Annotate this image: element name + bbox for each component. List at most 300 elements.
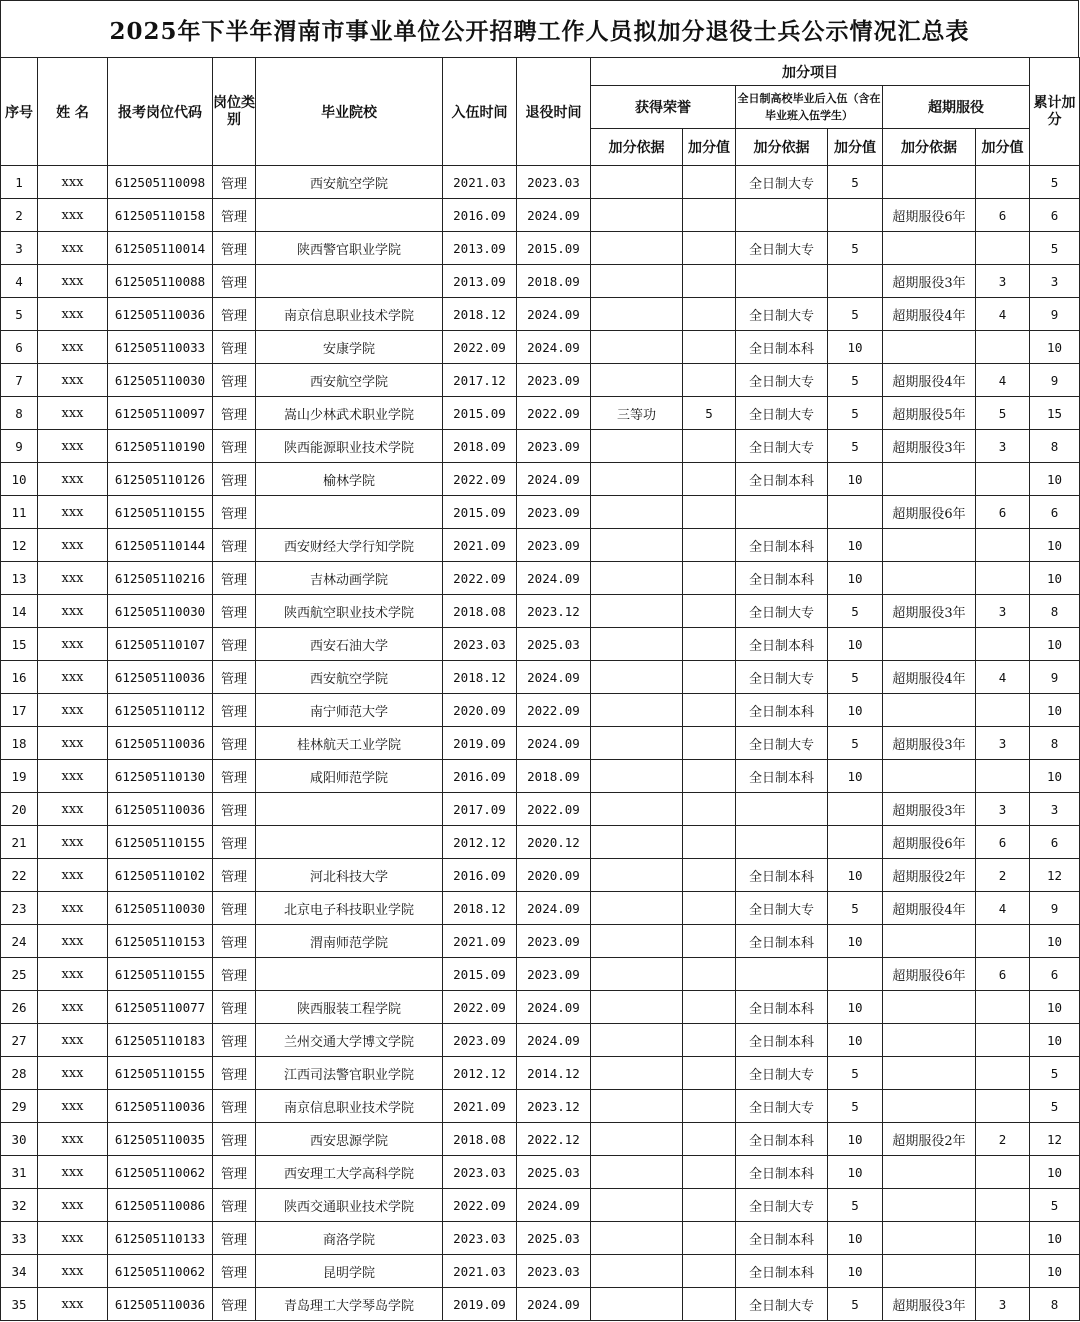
cell-total: 15 — [1030, 397, 1080, 430]
cell-name: xxx — [38, 1090, 108, 1123]
cell-fulltime-basis: 全日制本科 — [736, 925, 828, 958]
cell-overtime-value: 3 — [976, 727, 1030, 760]
cell-overtime-basis — [883, 232, 976, 265]
cell-school: 西安航空学院 — [256, 661, 443, 694]
cell-discharge: 2023.03 — [517, 1255, 591, 1288]
cell-school: 榆林学院 — [256, 463, 443, 496]
cell-honor-value — [683, 232, 736, 265]
cell-category: 管理 — [213, 595, 256, 628]
cell-code: 612505110036 — [108, 298, 213, 331]
cell-name: xxx — [38, 529, 108, 562]
cell-honor-basis — [591, 1090, 683, 1123]
cell-honor-value — [683, 1288, 736, 1321]
cell-code: 612505110030 — [108, 892, 213, 925]
cell-enlist: 2019.09 — [443, 1288, 517, 1321]
cell-fulltime-basis: 全日制本科 — [736, 1222, 828, 1255]
cell-overtime-basis — [883, 1156, 976, 1189]
cell-enlist: 2018.12 — [443, 298, 517, 331]
cell-enlist: 2018.09 — [443, 430, 517, 463]
cell-overtime-value — [976, 463, 1030, 496]
table-row — [1, 463, 1080, 496]
cell-discharge: 2022.09 — [517, 397, 591, 430]
cell-honor-value — [683, 793, 736, 826]
cell-discharge: 2022.09 — [517, 793, 591, 826]
table-row — [1, 496, 1080, 529]
cell-fulltime-value — [828, 826, 883, 859]
cell-category: 管理 — [213, 166, 256, 199]
cell-honor-value — [683, 661, 736, 694]
cell-seq: 30 — [1, 1123, 38, 1156]
cell-category: 管理 — [213, 1255, 256, 1288]
cell-total: 10 — [1030, 331, 1080, 364]
cell-overtime-value: 3 — [976, 793, 1030, 826]
table-row — [1, 265, 1080, 298]
cell-overtime-basis: 超期服役2年 — [883, 1123, 976, 1156]
cell-seq: 15 — [1, 628, 38, 661]
header-school: 毕业院校 — [256, 58, 443, 166]
cell-category: 管理 — [213, 958, 256, 991]
table-row — [1, 562, 1080, 595]
cell-school: 西安理工大学高科学院 — [256, 1156, 443, 1189]
cell-seq: 26 — [1, 991, 38, 1024]
cell-total: 6 — [1030, 826, 1080, 859]
cell-fulltime-value — [828, 793, 883, 826]
cell-name: xxx — [38, 397, 108, 430]
cell-total: 10 — [1030, 463, 1080, 496]
cell-category: 管理 — [213, 199, 256, 232]
cell-name: xxx — [38, 1222, 108, 1255]
cell-fulltime-basis — [736, 826, 828, 859]
cell-total: 10 — [1030, 1255, 1080, 1288]
cell-overtime-value — [976, 1189, 1030, 1222]
cell-overtime-basis — [883, 1057, 976, 1090]
cell-overtime-basis — [883, 463, 976, 496]
cell-overtime-value — [976, 1024, 1030, 1057]
cell-code: 612505110030 — [108, 364, 213, 397]
cell-enlist: 2017.09 — [443, 793, 517, 826]
cell-seq: 5 — [1, 298, 38, 331]
cell-enlist: 2013.09 — [443, 265, 517, 298]
cell-name: xxx — [38, 232, 108, 265]
cell-fulltime-value — [828, 265, 883, 298]
table-row — [1, 1288, 1080, 1321]
cell-honor-value — [683, 1090, 736, 1123]
cell-overtime-value — [976, 1090, 1030, 1123]
cell-fulltime-basis — [736, 958, 828, 991]
cell-overtime-basis — [883, 331, 976, 364]
cell-total: 10 — [1030, 529, 1080, 562]
cell-code: 612505110014 — [108, 232, 213, 265]
cell-enlist: 2021.03 — [443, 1255, 517, 1288]
cell-discharge: 2023.09 — [517, 496, 591, 529]
cell-code: 612505110102 — [108, 859, 213, 892]
cell-name: xxx — [38, 694, 108, 727]
cell-discharge: 2024.09 — [517, 1189, 591, 1222]
cell-total: 10 — [1030, 991, 1080, 1024]
cell-fulltime-basis: 全日制大专 — [736, 298, 828, 331]
cell-name: xxx — [38, 628, 108, 661]
cell-fulltime-value: 10 — [828, 925, 883, 958]
table-row — [1, 298, 1080, 331]
cell-school: 西安石油大学 — [256, 628, 443, 661]
cell-enlist: 2015.09 — [443, 958, 517, 991]
cell-fulltime-basis — [736, 793, 828, 826]
cell-honor-value — [683, 1255, 736, 1288]
cell-category: 管理 — [213, 1222, 256, 1255]
cell-total: 10 — [1030, 1156, 1080, 1189]
cell-seq: 12 — [1, 529, 38, 562]
cell-fulltime-value: 10 — [828, 1024, 883, 1057]
cell-enlist: 2022.09 — [443, 463, 517, 496]
cell-honor-value — [683, 1156, 736, 1189]
cell-honor-basis — [591, 463, 683, 496]
cell-honor-basis — [591, 826, 683, 859]
summary-table — [0, 57, 1080, 1321]
cell-overtime-basis: 超期服役3年 — [883, 265, 976, 298]
cell-discharge: 2024.09 — [517, 463, 591, 496]
cell-honor-value — [683, 925, 736, 958]
cell-honor-basis — [591, 529, 683, 562]
cell-total: 9 — [1030, 892, 1080, 925]
cell-enlist: 2018.08 — [443, 1123, 517, 1156]
cell-seq: 16 — [1, 661, 38, 694]
cell-name: xxx — [38, 1156, 108, 1189]
cell-overtime-basis: 超期服役4年 — [883, 892, 976, 925]
cell-total: 12 — [1030, 1123, 1080, 1156]
cell-fulltime-value: 10 — [828, 331, 883, 364]
cell-honor-value — [683, 562, 736, 595]
table-row — [1, 1255, 1080, 1288]
cell-school — [256, 826, 443, 859]
cell-honor-value — [683, 166, 736, 199]
cell-discharge: 2024.09 — [517, 298, 591, 331]
cell-seq: 18 — [1, 727, 38, 760]
cell-school: 西安财经大学行知学院 — [256, 529, 443, 562]
cell-seq: 29 — [1, 1090, 38, 1123]
cell-fulltime-value: 10 — [828, 694, 883, 727]
cell-discharge: 2015.09 — [517, 232, 591, 265]
cell-overtime-basis: 超期服役6年 — [883, 199, 976, 232]
cell-seq: 17 — [1, 694, 38, 727]
cell-overtime-value: 4 — [976, 298, 1030, 331]
cell-category: 管理 — [213, 529, 256, 562]
cell-category: 管理 — [213, 562, 256, 595]
header-discharge: 退役时间 — [517, 58, 591, 166]
cell-fulltime-value: 5 — [828, 1057, 883, 1090]
cell-category: 管理 — [213, 496, 256, 529]
cell-honor-value — [683, 958, 736, 991]
cell-overtime-value: 6 — [976, 826, 1030, 859]
cell-category: 管理 — [213, 364, 256, 397]
cell-seq: 13 — [1, 562, 38, 595]
cell-school: 北京电子科技职业学院 — [256, 892, 443, 925]
cell-overtime-value — [976, 925, 1030, 958]
cell-name: xxx — [38, 265, 108, 298]
cell-honor-basis — [591, 1057, 683, 1090]
cell-honor-basis — [591, 232, 683, 265]
cell-fulltime-value: 10 — [828, 991, 883, 1024]
cell-total: 3 — [1030, 265, 1080, 298]
cell-fulltime-value: 5 — [828, 1288, 883, 1321]
cell-seq: 23 — [1, 892, 38, 925]
cell-category: 管理 — [213, 1057, 256, 1090]
cell-overtime-value — [976, 562, 1030, 595]
table-row — [1, 595, 1080, 628]
cell-seq: 10 — [1, 463, 38, 496]
cell-enlist: 2023.03 — [443, 628, 517, 661]
header-overtime-basis: 加分依据 — [883, 129, 976, 166]
cell-enlist: 2018.12 — [443, 661, 517, 694]
cell-school — [256, 199, 443, 232]
cell-category: 管理 — [213, 397, 256, 430]
cell-overtime-value: 4 — [976, 661, 1030, 694]
table-row — [1, 430, 1080, 463]
cell-discharge: 2024.09 — [517, 661, 591, 694]
header-bonus-items: 加分项目 — [591, 58, 1030, 86]
cell-honor-value — [683, 859, 736, 892]
cell-overtime-value — [976, 628, 1030, 661]
cell-fulltime-basis: 全日制本科 — [736, 859, 828, 892]
cell-discharge: 2023.12 — [517, 1090, 591, 1123]
cell-discharge: 2024.09 — [517, 1288, 591, 1321]
cell-fulltime-value: 5 — [828, 232, 883, 265]
cell-overtime-value — [976, 1255, 1030, 1288]
cell-overtime-value — [976, 1156, 1030, 1189]
cell-discharge: 2024.09 — [517, 727, 591, 760]
cell-honor-basis — [591, 859, 683, 892]
cell-discharge: 2018.09 — [517, 760, 591, 793]
cell-honor-basis — [591, 430, 683, 463]
cell-code: 612505110190 — [108, 430, 213, 463]
cell-total: 5 — [1030, 232, 1080, 265]
cell-category: 管理 — [213, 826, 256, 859]
cell-fulltime-value: 5 — [828, 166, 883, 199]
cell-name: xxx — [38, 331, 108, 364]
cell-overtime-basis — [883, 562, 976, 595]
cell-honor-basis — [591, 166, 683, 199]
cell-fulltime-basis: 全日制本科 — [736, 991, 828, 1024]
cell-discharge: 2023.09 — [517, 364, 591, 397]
header-overtime: 超期服役 — [883, 86, 1030, 129]
table-row — [1, 760, 1080, 793]
header-fulltime: 全日制高校毕业后入伍（含在毕业班入伍学生） — [736, 86, 883, 129]
cell-fulltime-value: 5 — [828, 364, 883, 397]
cell-code: 612505110062 — [108, 1156, 213, 1189]
cell-total: 9 — [1030, 298, 1080, 331]
header-category: 岗位类别 — [213, 58, 256, 166]
cell-fulltime-value: 5 — [828, 595, 883, 628]
cell-enlist: 2022.09 — [443, 991, 517, 1024]
cell-total: 3 — [1030, 793, 1080, 826]
cell-total: 10 — [1030, 628, 1080, 661]
cell-fulltime-basis: 全日制大专 — [736, 595, 828, 628]
table-body — [1, 166, 1080, 1321]
cell-honor-basis — [591, 364, 683, 397]
cell-category: 管理 — [213, 859, 256, 892]
table-row — [1, 1156, 1080, 1189]
cell-code: 612505110107 — [108, 628, 213, 661]
cell-honor-basis — [591, 661, 683, 694]
cell-discharge: 2023.09 — [517, 958, 591, 991]
cell-overtime-basis: 超期服役3年 — [883, 793, 976, 826]
cell-name: xxx — [38, 991, 108, 1024]
cell-honor-value — [683, 892, 736, 925]
cell-fulltime-basis: 全日制本科 — [736, 760, 828, 793]
cell-honor-value — [683, 1123, 736, 1156]
cell-seq: 11 — [1, 496, 38, 529]
cell-honor-basis — [591, 958, 683, 991]
header-fulltime-basis: 加分依据 — [736, 129, 828, 166]
cell-enlist: 2022.09 — [443, 331, 517, 364]
cell-seq: 31 — [1, 1156, 38, 1189]
cell-honor-basis — [591, 496, 683, 529]
cell-honor-value — [683, 199, 736, 232]
cell-code: 612505110155 — [108, 1057, 213, 1090]
cell-seq: 19 — [1, 760, 38, 793]
cell-name: xxx — [38, 1123, 108, 1156]
cell-code: 612505110036 — [108, 793, 213, 826]
cell-school: 西安思源学院 — [256, 1123, 443, 1156]
cell-enlist: 2021.09 — [443, 529, 517, 562]
cell-overtime-basis: 超期服役3年 — [883, 595, 976, 628]
cell-fulltime-basis: 全日制本科 — [736, 1024, 828, 1057]
cell-overtime-basis: 超期服役3年 — [883, 430, 976, 463]
cell-overtime-value: 3 — [976, 595, 1030, 628]
cell-fulltime-value: 10 — [828, 463, 883, 496]
cell-code: 612505110112 — [108, 694, 213, 727]
cell-fulltime-value: 5 — [828, 727, 883, 760]
cell-seq: 28 — [1, 1057, 38, 1090]
cell-category: 管理 — [213, 727, 256, 760]
cell-honor-value — [683, 760, 736, 793]
cell-name: xxx — [38, 1255, 108, 1288]
cell-total: 10 — [1030, 925, 1080, 958]
cell-name: xxx — [38, 958, 108, 991]
table-row — [1, 166, 1080, 199]
cell-honor-value — [683, 364, 736, 397]
cell-fulltime-basis: 全日制本科 — [736, 331, 828, 364]
cell-school: 西安航空学院 — [256, 166, 443, 199]
cell-honor-basis — [591, 760, 683, 793]
cell-overtime-basis: 超期服役3年 — [883, 1288, 976, 1321]
cell-name: xxx — [38, 793, 108, 826]
cell-honor-basis — [591, 1222, 683, 1255]
cell-discharge: 2022.09 — [517, 694, 591, 727]
cell-overtime-basis: 超期服役4年 — [883, 364, 976, 397]
cell-seq: 20 — [1, 793, 38, 826]
cell-seq: 33 — [1, 1222, 38, 1255]
cell-total: 12 — [1030, 859, 1080, 892]
cell-code: 612505110216 — [108, 562, 213, 595]
cell-fulltime-basis: 全日制本科 — [736, 1156, 828, 1189]
cell-category: 管理 — [213, 1090, 256, 1123]
header-overtime-value: 加分值 — [976, 129, 1030, 166]
cell-honor-basis — [591, 1255, 683, 1288]
cell-fulltime-basis: 全日制大专 — [736, 1057, 828, 1090]
table-row — [1, 925, 1080, 958]
cell-fulltime-value — [828, 199, 883, 232]
cell-total: 5 — [1030, 1189, 1080, 1222]
cell-code: 612505110183 — [108, 1024, 213, 1057]
cell-honor-basis — [591, 694, 683, 727]
cell-honor-value — [683, 694, 736, 727]
cell-name: xxx — [38, 1024, 108, 1057]
cell-seq: 14 — [1, 595, 38, 628]
cell-honor-basis — [591, 1288, 683, 1321]
cell-fulltime-basis: 全日制本科 — [736, 1255, 828, 1288]
table-row — [1, 892, 1080, 925]
cell-name: xxx — [38, 892, 108, 925]
cell-category: 管理 — [213, 628, 256, 661]
cell-discharge: 2023.03 — [517, 166, 591, 199]
cell-category: 管理 — [213, 298, 256, 331]
cell-code: 612505110035 — [108, 1123, 213, 1156]
cell-school: 安康学院 — [256, 331, 443, 364]
cell-discharge: 2025.03 — [517, 628, 591, 661]
cell-school: 兰州交通大学博文学院 — [256, 1024, 443, 1057]
cell-fulltime-basis: 全日制大专 — [736, 430, 828, 463]
cell-fulltime-basis — [736, 199, 828, 232]
cell-fulltime-basis: 全日制大专 — [736, 1288, 828, 1321]
cell-overtime-basis: 超期服役4年 — [883, 661, 976, 694]
cell-honor-basis: 三等功 — [591, 397, 683, 430]
table-row — [1, 793, 1080, 826]
cell-overtime-basis — [883, 1090, 976, 1123]
cell-school: 嵩山少林武术职业学院 — [256, 397, 443, 430]
cell-enlist: 2015.09 — [443, 397, 517, 430]
cell-honor-value — [683, 1189, 736, 1222]
cell-fulltime-basis: 全日制本科 — [736, 562, 828, 595]
cell-total: 10 — [1030, 1222, 1080, 1255]
cell-name: xxx — [38, 364, 108, 397]
cell-name: xxx — [38, 661, 108, 694]
cell-honor-value — [683, 463, 736, 496]
cell-code: 612505110036 — [108, 661, 213, 694]
cell-discharge: 2014.12 — [517, 1057, 591, 1090]
table-row — [1, 628, 1080, 661]
cell-enlist: 2021.09 — [443, 925, 517, 958]
cell-overtime-value — [976, 991, 1030, 1024]
table-row — [1, 694, 1080, 727]
cell-fulltime-basis — [736, 496, 828, 529]
cell-code: 612505110062 — [108, 1255, 213, 1288]
cell-total: 10 — [1030, 694, 1080, 727]
cell-enlist: 2022.09 — [443, 1189, 517, 1222]
cell-overtime-value: 5 — [976, 397, 1030, 430]
cell-school — [256, 265, 443, 298]
cell-fulltime-value: 10 — [828, 1156, 883, 1189]
cell-overtime-basis — [883, 529, 976, 562]
cell-seq: 34 — [1, 1255, 38, 1288]
cell-fulltime-value: 5 — [828, 397, 883, 430]
cell-school: 南京信息职业技术学院 — [256, 1090, 443, 1123]
cell-overtime-value: 4 — [976, 892, 1030, 925]
cell-code: 612505110155 — [108, 496, 213, 529]
cell-school: 陕西交通职业技术学院 — [256, 1189, 443, 1222]
cell-enlist: 2023.03 — [443, 1156, 517, 1189]
table-row — [1, 232, 1080, 265]
cell-code: 612505110158 — [108, 199, 213, 232]
cell-overtime-basis — [883, 1024, 976, 1057]
cell-code: 612505110086 — [108, 1189, 213, 1222]
cell-name: xxx — [38, 595, 108, 628]
cell-overtime-basis: 超期服役2年 — [883, 859, 976, 892]
cell-honor-value — [683, 331, 736, 364]
cell-honor-basis — [591, 628, 683, 661]
cell-discharge: 2025.03 — [517, 1156, 591, 1189]
cell-seq: 3 — [1, 232, 38, 265]
cell-school: 商洛学院 — [256, 1222, 443, 1255]
